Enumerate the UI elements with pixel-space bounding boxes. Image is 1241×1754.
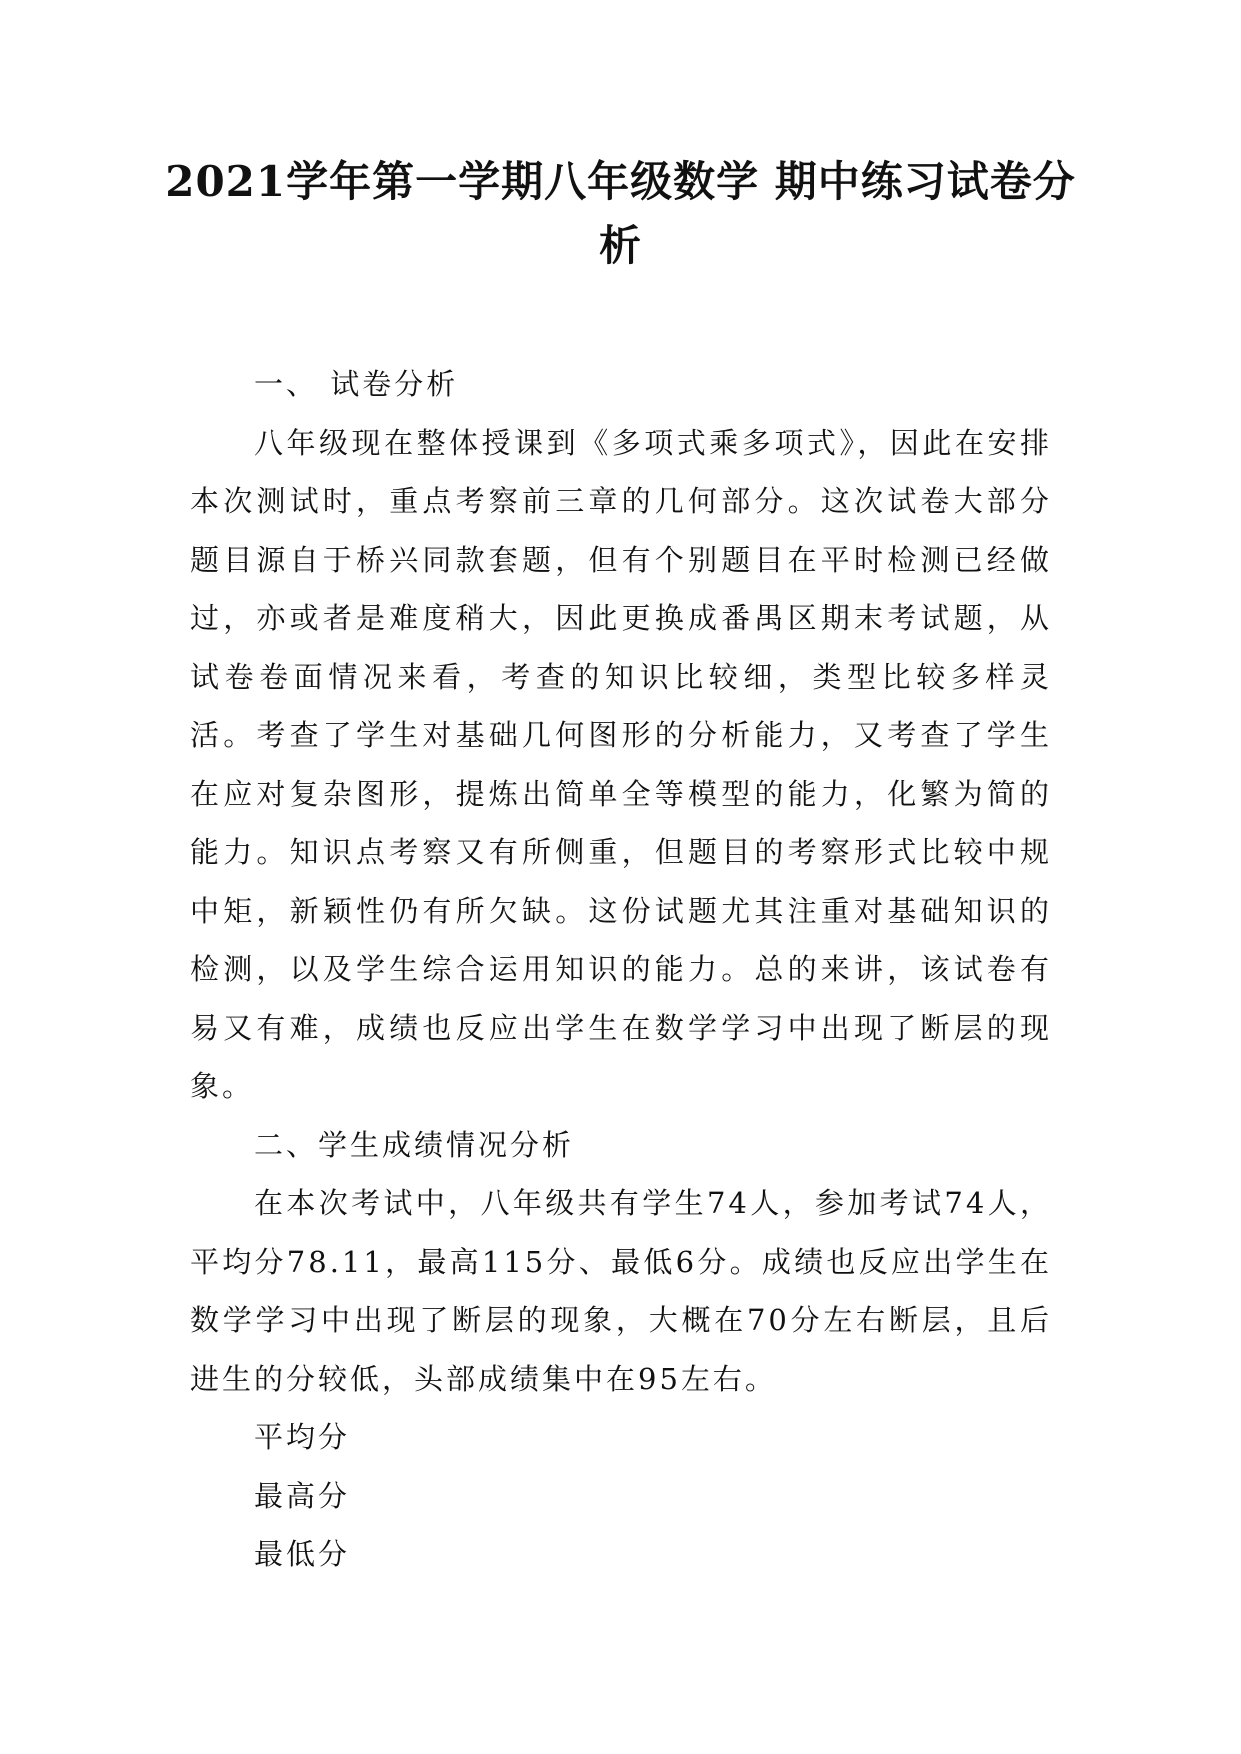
document-title: 2021学年第一学期八年级数学 期中练习试卷分析 xyxy=(165,157,1076,270)
document-body xyxy=(190,355,1052,1584)
label-highest: 最高分 xyxy=(254,1478,351,1513)
label-lowest: 最低分 xyxy=(254,1537,351,1571)
section-1-paragraph: 八年级现在整体授课到《多项式乘多项式》，因此在安排本次测试时，重点考察前三章的几何部分。这次试卷大部分题目源自于桥兴同款套题，但有个别题目在平时检测已经做过，亦或者是难度稍大，因此更换成番禺区期末考试题，从试卷卷面情况来看，考查的知识比较细，类型比较多样灵活。考查了学生对基础几何图形的分析能力，又考查了学生在应对复杂图形，提炼出简单全等模型的能力，化繁为简的能力。知识点考察又有所侧重，但题目的考察形式比较中规中矩，新颖性仍有所欠缺。这份试题尤其注重对基础知识的检测，以及学生综合运用知识的能力。总的来讲，该试卷有易又有难，成绩也反应出学生在数学学习中出现了断层的现象。 xyxy=(190,425,1052,1103)
section-2-heading: 二、学生成绩情况分析 xyxy=(254,1127,575,1162)
section-1-heading: 一、 试卷分析 xyxy=(254,367,459,401)
section-2-paragraph: 在本次考试中，八年级共有学生74人，参加考试74人，平均分78.11，最高115分、最低6分。成绩也反应出学生在数学学习中出现了断层的现象，大概在70分左右断层，且后进生的分较低，头部成绩集中在95左右。 xyxy=(190,1186,1052,1396)
label-average: 平均分 xyxy=(254,1420,351,1454)
